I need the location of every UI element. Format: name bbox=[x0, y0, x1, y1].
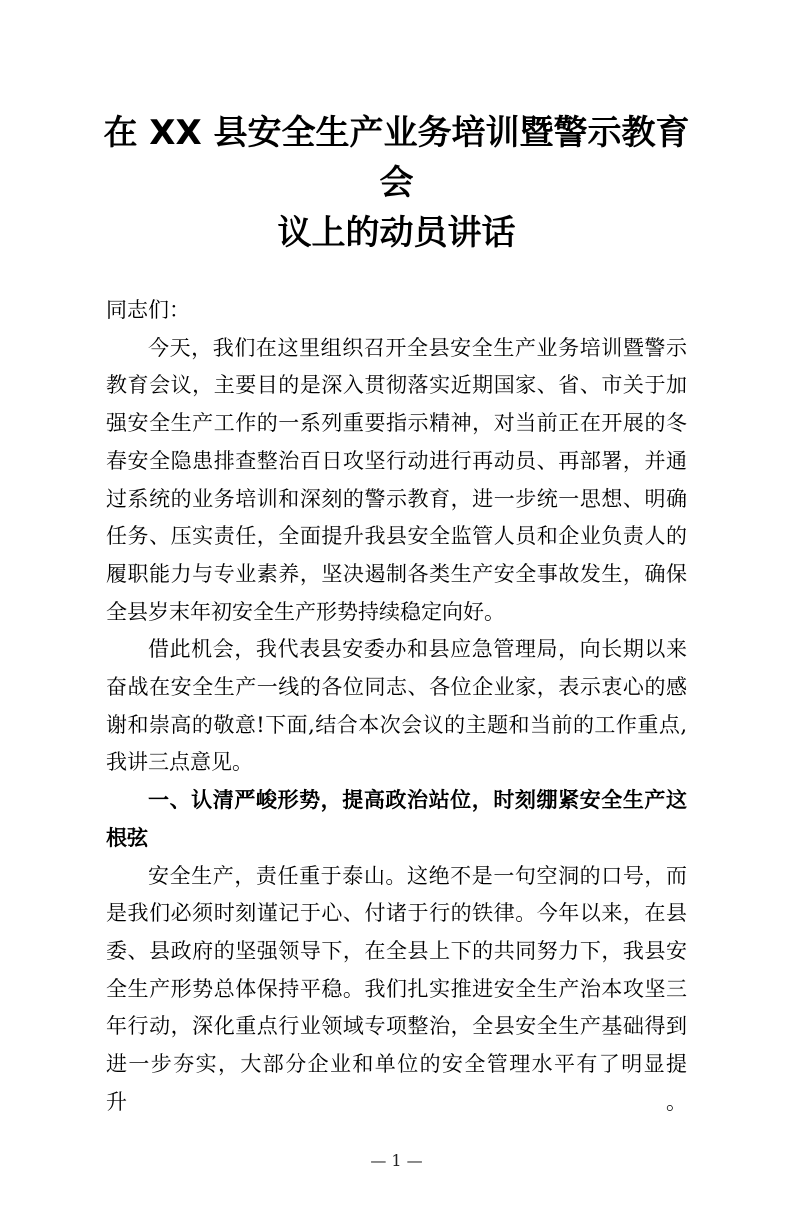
paragraph-line: 春安全隐患排查整治百日攻坚行动进行再动员、再部署，并通 bbox=[106, 448, 687, 473]
title-line-1: 在 XX 县安全生产业务培训暨警示教育会 bbox=[103, 113, 690, 203]
paragraph-line: 强安全生产工作的一系列重要指示精神，对当前正在开展的冬 bbox=[106, 411, 687, 436]
paragraph-1 bbox=[106, 330, 687, 632]
heading-line: 一、认清严峻形势，提高政治站位，时刻绷紧安全生产这 bbox=[148, 788, 687, 813]
salutation: 同志们： bbox=[106, 298, 190, 322]
document-title bbox=[97, 108, 697, 258]
paragraph-line: 全生产形势总体保持平稳。我们扎实推进安全生产治本攻坚三 bbox=[106, 976, 687, 1001]
paragraph-3 bbox=[106, 858, 687, 1122]
page-number: — 1 — bbox=[370, 1151, 423, 1171]
paragraph-line: 履职能力与专业素养，坚决遏制各类生产安全事故发生，确保 bbox=[106, 561, 687, 586]
section-heading-1 bbox=[106, 782, 687, 857]
paragraph-line: 进一步夯实，大部分企业和单位的安全管理水平有了明显提升。 bbox=[106, 1052, 687, 1114]
paragraph-line: 委、县政府的坚强领导下，在全县上下的共同努力下，我县安 bbox=[106, 938, 687, 963]
paragraph-line: 教育会议，主要目的是深入贯彻落实近期国家、省、市关于加 bbox=[106, 373, 687, 398]
paragraph-line: 全县岁末年初安全生产形势持续稳定向好。 bbox=[106, 599, 505, 624]
paragraph-2 bbox=[106, 631, 687, 782]
paragraph-line: 今天，我们在这里组织召开全县安全生产业务培训暨警示 bbox=[148, 335, 687, 360]
paragraph-line: 任务、压实责任，全面提升我县安全监管人员和企业负责人的 bbox=[106, 524, 687, 549]
heading-line: 根弦 bbox=[106, 825, 148, 850]
paragraph-line: 过系统的业务培训和深刻的警示教育，进一步统一思想、明确 bbox=[106, 486, 687, 511]
paragraph-line: 借此机会，我代表县安委办和县应急管理局，向长期以来 bbox=[148, 637, 687, 662]
paragraph-line: 奋战在安全生产一线的各位同志、各位企业家，表示衷心的感 bbox=[106, 675, 687, 700]
paragraph-line: 年行动，深化重点行业领域专项整治，全县安全生产基础得到 bbox=[106, 1014, 687, 1039]
paragraph-line: 谢和崇高的敬意!下面,结合本次会议的主题和当前的工作重点, bbox=[106, 712, 687, 737]
paragraph-line: 安全生产，责任重于泰山。这绝不是一句空洞的口号，而 bbox=[148, 863, 687, 888]
document-body bbox=[106, 292, 687, 1121]
paragraph-line: 我讲三点意见。 bbox=[106, 750, 253, 775]
paragraph-line: 是我们必须时刻谨记于心、付诸于行的铁律。今年以来，在县 bbox=[106, 901, 687, 926]
title-line-2: 议上的动员讲话 bbox=[277, 213, 516, 253]
